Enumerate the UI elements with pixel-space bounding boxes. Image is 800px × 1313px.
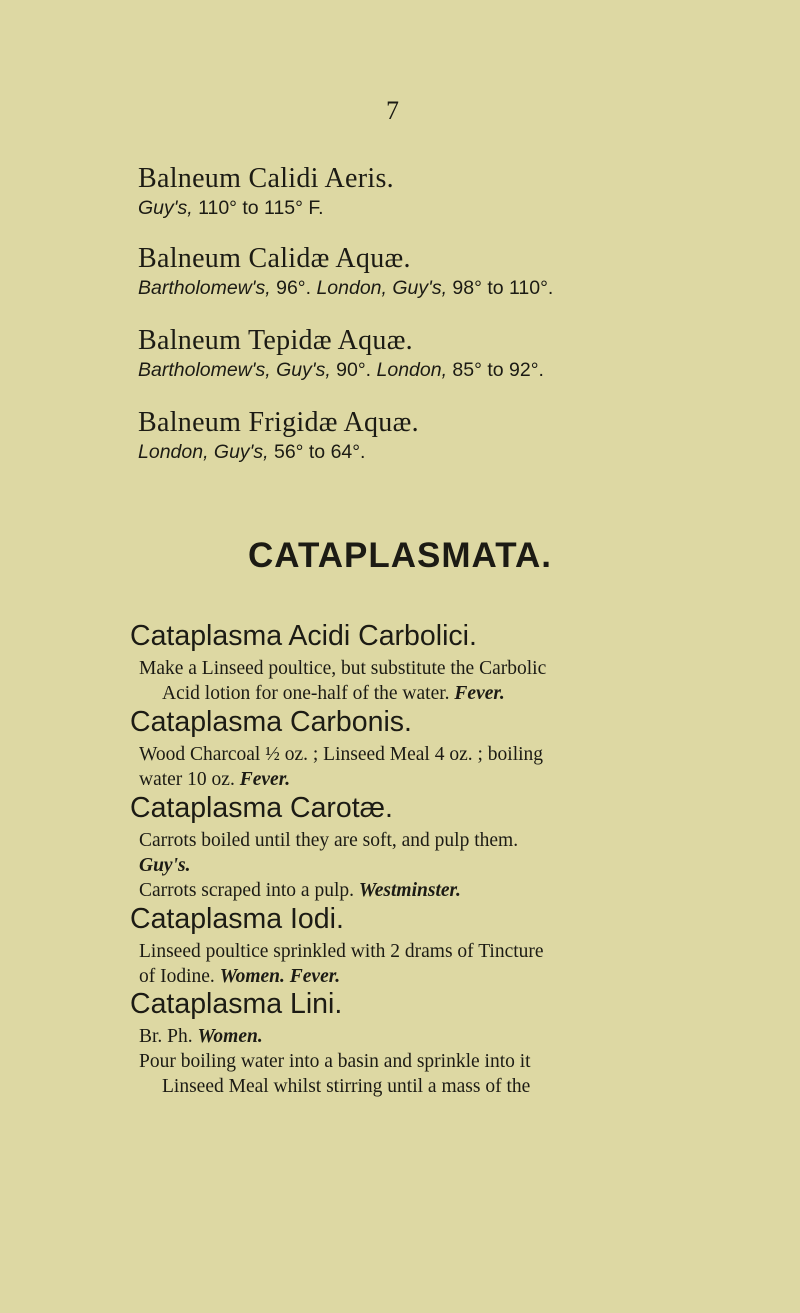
balneum-heading: Balneum Calidi Aeris.: [138, 163, 394, 194]
section-title: CATAPLASMATA.: [248, 536, 552, 575]
text-run: 85° to 92°.: [447, 359, 544, 381]
cataplasma-body: [139, 742, 543, 792]
text-run: Carrots boiled until they are soft, and pulp them.: [139, 830, 519, 851]
text-run: 56° to 64°.: [268, 441, 366, 463]
italic-reference: Women. Fever.: [219, 966, 341, 987]
text-line: [139, 828, 518, 853]
balneum-heading: Balneum Calidæ Aquæ.: [138, 243, 411, 274]
text-run: Wood Charcoal ½ oz. ; Linseed Meal 4 oz. ; boiling: [139, 744, 544, 765]
text-run: Carrots scraped into a pulp.: [139, 880, 359, 901]
text-line: [139, 656, 546, 681]
balneum-detail: [138, 196, 394, 220]
text-run: 96°.: [270, 277, 317, 299]
text-run: 90°.: [330, 359, 377, 381]
italic-reference: Guy's.: [139, 855, 191, 876]
cataplasma-heading: Cataplasma Carotæ.: [130, 792, 393, 824]
text-line: [139, 878, 518, 903]
cataplasma-heading: Cataplasma Iodi.: [130, 903, 344, 935]
italic-reference: Bartholomew's,: [138, 277, 271, 299]
balneum-detail: [138, 440, 419, 464]
cataplasma-entry: [130, 705, 543, 792]
text-line: [139, 742, 543, 767]
balneum-entry: [138, 242, 553, 300]
balneum-entry: [138, 162, 394, 220]
text-run: Make a Linseed poultice, but substitute the Carbolic: [139, 658, 547, 679]
text-run: Br. Ph.: [139, 1026, 198, 1047]
cataplasma-body: [139, 939, 544, 989]
balneum-detail: [138, 358, 544, 382]
cataplasma-entry: [130, 987, 531, 1099]
text-line: [139, 853, 518, 878]
cataplasma-entry: [130, 791, 518, 903]
text-line: [139, 1074, 531, 1099]
cataplasma-body: [139, 656, 546, 706]
italic-reference: Guy's,: [138, 197, 193, 219]
text-run: Pour boiling water into a basin and sprinkle into it: [139, 1051, 531, 1072]
text-run: 110° to 115° F.: [192, 197, 324, 219]
cataplasma-heading: Cataplasma Carbonis.: [130, 706, 412, 738]
text-run: Acid lotion for one-half of the water.: [162, 683, 455, 704]
italic-reference: London,: [376, 359, 448, 381]
italic-reference: Women.: [197, 1026, 263, 1047]
cataplasma-heading: Cataplasma Lini.: [130, 988, 343, 1020]
italic-reference: Fever.: [239, 769, 291, 790]
italic-reference: Bartholomew's, Guy's,: [138, 359, 331, 381]
italic-reference: Westminster.: [358, 880, 461, 901]
text-run: Linseed Meal whilst stirring until a mass of the: [162, 1076, 531, 1097]
cataplasma-heading: Cataplasma Acidi Carbolici.: [130, 620, 477, 652]
balneum-heading: Balneum Tepidæ Aquæ.: [138, 325, 413, 356]
italic-reference: London, Guy's,: [316, 277, 448, 299]
text-line: [139, 964, 544, 989]
cataplasma-entry: [130, 619, 546, 706]
text-run: Linseed poultice sprinkled with 2 drams of Tincture: [139, 941, 544, 962]
text-line: [139, 1024, 531, 1049]
text-line: [139, 767, 543, 792]
text-run: of Iodine.: [139, 966, 220, 987]
text-run: 98° to 110°.: [447, 277, 554, 299]
cataplasma-body: [139, 1024, 531, 1099]
cataplasma-entry: [130, 902, 544, 989]
text-line: [139, 681, 546, 706]
page-number: 7: [386, 96, 399, 125]
text-line: [139, 939, 544, 964]
italic-reference: London, Guy's,: [138, 441, 269, 463]
italic-reference: Fever.: [454, 683, 505, 704]
text-line: [139, 1049, 531, 1074]
cataplasma-body: [139, 828, 518, 903]
balneum-detail: [138, 276, 553, 300]
text-run: water 10 oz.: [139, 769, 240, 790]
balneum-entry: [138, 406, 419, 464]
balneum-heading: Balneum Frigidæ Aquæ.: [138, 407, 419, 438]
balneum-entry: [138, 324, 544, 382]
